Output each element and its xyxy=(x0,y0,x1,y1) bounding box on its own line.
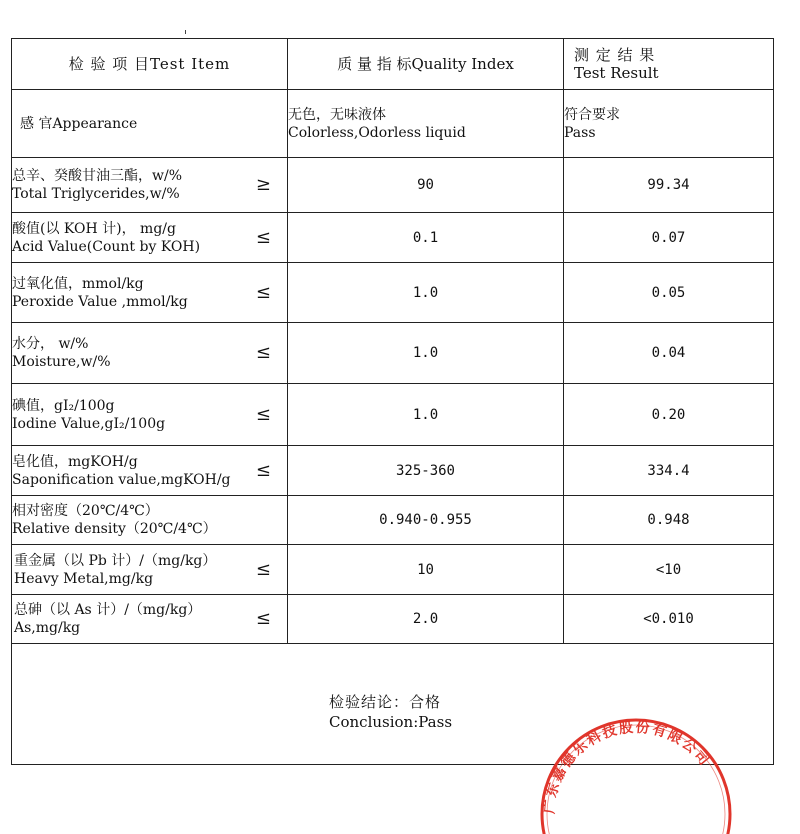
param-name-en: Moisture,w/% xyxy=(12,354,111,370)
table-row xyxy=(12,496,774,545)
table-row xyxy=(12,90,774,158)
param-name-cn: 酸值(以 KOH 计)， mg/g xyxy=(12,220,176,237)
result-cell: 334.4 xyxy=(564,446,774,496)
result-cell: 0.07 xyxy=(564,213,774,263)
param-cell xyxy=(12,158,288,213)
company-seal-stamp xyxy=(532,714,732,834)
param-cell xyxy=(12,323,288,384)
table-header-row xyxy=(12,39,774,90)
table-row xyxy=(12,595,774,644)
quality-index-cell: 1.0 xyxy=(288,263,564,323)
svg-text:广东嘉德乐科技股份有限公司: 广东嘉德乐科技股份有限公司 xyxy=(541,719,714,815)
quality-index-cell xyxy=(288,90,564,158)
param-name-en: Relative density（20℃/4℃） xyxy=(12,521,217,537)
header-test-item: 检 验 项 目Test Item xyxy=(12,39,288,90)
param-name-en: Peroxide Value ,mmol/kg xyxy=(12,293,188,310)
comparison-symbol: ≤ xyxy=(255,459,271,481)
comparison-symbol: ≤ xyxy=(255,403,271,425)
result-cell: 99.34 xyxy=(564,158,774,213)
param-cell xyxy=(12,90,288,158)
param-name-cn: 碘值，gI₂/100g xyxy=(12,397,115,414)
table-row xyxy=(12,446,774,496)
header-test-result xyxy=(564,39,774,90)
quality-index-cell: 90 xyxy=(288,158,564,213)
param-name-en: Heavy Metal,mg/kg xyxy=(14,570,154,587)
table-row xyxy=(12,384,774,446)
page-tick-mark xyxy=(185,30,186,34)
quality-index-cell: 1.0 xyxy=(288,323,564,384)
param-cell xyxy=(12,545,288,595)
conclusion-cell xyxy=(12,644,774,815)
table-row xyxy=(12,323,774,384)
table-row xyxy=(12,545,774,595)
result-en: Pass xyxy=(564,124,596,141)
param-cell xyxy=(12,263,288,323)
param-cell xyxy=(12,496,288,545)
param-name-en: Acid Value(Count by KOH) xyxy=(12,238,201,255)
inspection-table xyxy=(11,38,774,815)
result-cell: <10 xyxy=(564,545,774,595)
quality-index-cell: 1.0 xyxy=(288,384,564,446)
result-cell: 0.20 xyxy=(564,384,774,446)
conclusion-row xyxy=(12,644,774,765)
param-name-en: Total Triglycerides,w/% xyxy=(12,186,180,202)
quality-index-cell: 2.0 xyxy=(288,595,564,644)
quality-index-cell: 0.940-0.955 xyxy=(288,496,564,545)
header-quality-index: 质 量 指 标Quality Index xyxy=(288,39,564,90)
param-name-cn: 重金属（以 Pb 计）/（mg/kg） xyxy=(14,552,217,569)
quality-index-cn: 无色，无味液体 xyxy=(288,106,386,123)
comparison-symbol: ≤ xyxy=(255,281,271,303)
param-name-cn: 感 官Appearance xyxy=(20,115,138,132)
param-name-cn: 总砷（以 As 计）/（mg/kg） xyxy=(14,602,202,618)
seal-graphic xyxy=(532,714,732,834)
result-cn: 符合要求 xyxy=(564,106,620,123)
conclusion-en: Conclusion:Pass xyxy=(329,713,453,731)
comparison-symbol: ≤ xyxy=(255,226,271,248)
result-cell: 0.05 xyxy=(564,263,774,323)
conclusion-cn: 检验结论：合格 xyxy=(329,693,442,711)
quality-index-cell: 0.1 xyxy=(288,213,564,263)
quality-index-cell: 325-360 xyxy=(288,446,564,496)
comparison-symbol: ≥ xyxy=(255,174,271,195)
param-name-cn: 水分， w/% xyxy=(12,336,89,352)
param-name-cn: 过氧化值，mmol/kg xyxy=(12,275,144,292)
header-test-result-en: Test Result xyxy=(574,64,659,82)
param-name-cn: 皂化值，mgKOH/g xyxy=(12,453,138,470)
header-test-result-cn: 测 定 结 果 xyxy=(574,46,656,64)
result-cell: 0.948 xyxy=(564,496,774,545)
param-cell xyxy=(12,384,288,446)
quality-index-cell: 10 xyxy=(288,545,564,595)
table-row xyxy=(12,263,774,323)
param-cell xyxy=(12,213,288,263)
param-name-en: Saponification value,mgKOH/g xyxy=(12,471,231,488)
result-cell xyxy=(564,90,774,158)
param-cell xyxy=(12,595,288,644)
comparison-symbol: ≤ xyxy=(255,558,271,580)
comparison-symbol: ≤ xyxy=(255,342,271,363)
table-row xyxy=(12,213,774,263)
table-row xyxy=(12,158,774,213)
param-name-cn: 相对密度（20℃/4℃） xyxy=(12,503,159,519)
result-cell: <0.010 xyxy=(564,595,774,644)
param-name-en: As,mg/kg xyxy=(14,620,81,636)
param-name-en: Iodine Value,gI₂/100g xyxy=(12,415,166,432)
conclusion-text xyxy=(329,692,452,732)
param-name-cn: 总辛、癸酸甘油三酯，w/% xyxy=(12,168,183,184)
result-cell: 0.04 xyxy=(564,323,774,384)
comparison-symbol: ≤ xyxy=(255,608,271,629)
param-cell xyxy=(12,446,288,496)
quality-index-en: Colorless,Odorless liquid xyxy=(288,124,466,141)
